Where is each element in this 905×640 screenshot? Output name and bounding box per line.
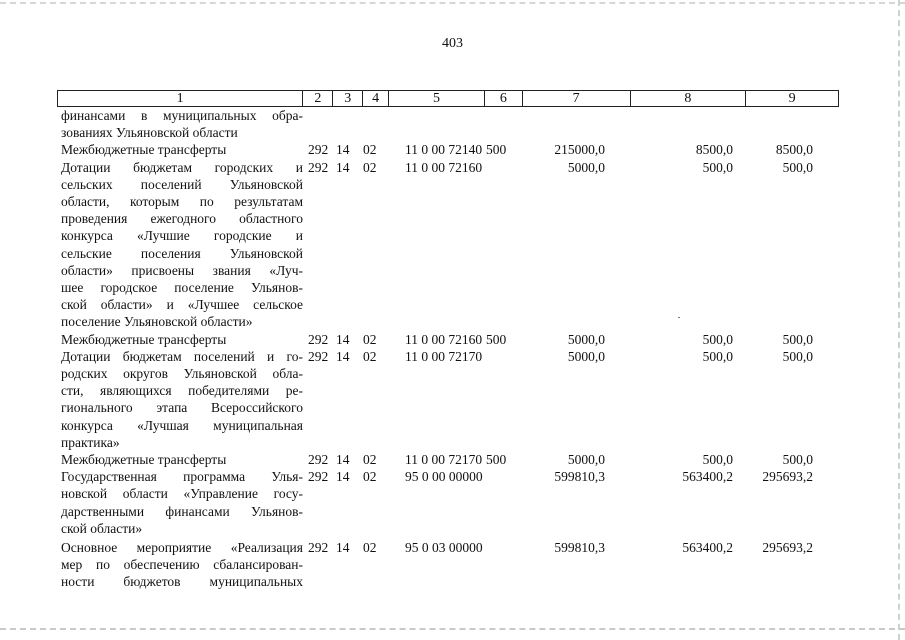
cell-col-6 bbox=[485, 468, 523, 537]
header-col-9: 9 bbox=[788, 91, 796, 106]
cell-col-9: 500,0 bbox=[782, 452, 813, 468]
row-name-line: Основное мероприятие «Реализация bbox=[61, 540, 303, 556]
cell-col-5: 11 0 00 72140 bbox=[405, 142, 483, 158]
cell-col-9: 500,0 bbox=[782, 331, 813, 347]
row-name bbox=[57, 331, 303, 348]
cell-col-5: 95 0 03 00000 bbox=[405, 540, 483, 556]
row-name-line: конкурса «Лучшие городские и bbox=[61, 228, 303, 244]
cell-col-8: 500,0 bbox=[702, 331, 733, 347]
row-name-line: области, которым по результатам bbox=[61, 194, 303, 210]
row-name-line: сти, являющихся победителями ре- bbox=[61, 383, 303, 399]
cell-col-7: 599810,3 bbox=[554, 469, 605, 485]
table-row bbox=[57, 141, 839, 158]
row-name-line: Межбюджетные трансферты bbox=[61, 331, 227, 347]
row-name-line: дарственными финансами Ульянов- bbox=[61, 503, 303, 519]
cell-col-5: 11 0 00 72160 bbox=[405, 331, 483, 347]
header-col-8: 8 bbox=[631, 91, 747, 106]
cell-col-6 bbox=[485, 107, 523, 141]
row-name bbox=[57, 141, 303, 158]
cell-col-2: 292 bbox=[308, 348, 329, 364]
cell-col-3: 14 bbox=[336, 452, 350, 468]
table-row bbox=[57, 468, 839, 537]
row-name bbox=[57, 468, 303, 537]
row-name-line: поселение Ульяновской области» bbox=[61, 314, 253, 330]
cell-col-4: 02 bbox=[363, 331, 377, 347]
cell-col-4: 02 bbox=[363, 348, 377, 364]
row-name bbox=[57, 159, 303, 331]
cell-col-3: 14 bbox=[336, 540, 350, 556]
cell-col-3: 14 bbox=[336, 331, 350, 347]
cell-col-7: 5000,0 bbox=[567, 159, 605, 175]
table-row bbox=[57, 451, 839, 468]
cell-col-6 bbox=[485, 539, 523, 591]
row-name-line: ской области» bbox=[61, 520, 143, 536]
cell-col-2: 292 bbox=[308, 469, 329, 485]
cell-col-6: 500 bbox=[486, 331, 507, 347]
row-name-line: Государственная программа Улья- bbox=[61, 469, 303, 485]
row-name bbox=[57, 451, 303, 468]
row-name-line: сельских поселений Ульяновской bbox=[61, 176, 303, 192]
row-name-line: Дотации бюджетам поселений и го- bbox=[61, 348, 303, 364]
cell-col-2: 292 bbox=[308, 540, 329, 556]
cell-col-2: 292 bbox=[308, 159, 329, 175]
row-name-line: проведения ежегодного областного bbox=[61, 211, 303, 227]
header-col-1: 1 bbox=[58, 91, 303, 106]
cell-col-5: 11 0 00 72170 bbox=[405, 452, 483, 468]
header-col-4: 4 bbox=[363, 91, 389, 106]
cell-col-7: 599810,3 bbox=[554, 540, 605, 556]
cell-col-2 bbox=[303, 107, 333, 141]
row-name-line: зованиях Ульяновской области bbox=[61, 125, 238, 141]
cell-col-8 bbox=[631, 107, 747, 141]
cell-col-9 bbox=[747, 107, 839, 141]
cell-col-9: 8500,0 bbox=[775, 142, 813, 158]
row-name bbox=[57, 539, 303, 591]
header-col-7: 7 bbox=[523, 91, 631, 106]
cell-col-5: 11 0 00 72160 bbox=[405, 159, 483, 175]
cell-col-4: 02 bbox=[363, 469, 377, 485]
row-name-line: Межбюджетные трансферты bbox=[61, 142, 227, 158]
cell-col-7: 5000,0 bbox=[567, 331, 605, 347]
cell-col-5: 95 0 00 00000 bbox=[405, 469, 483, 485]
cell-col-8: 500,0 bbox=[702, 452, 733, 468]
cell-col-6 bbox=[485, 348, 523, 451]
cell-col-6: 500 bbox=[486, 142, 507, 158]
cell-col-2: 292 bbox=[308, 142, 329, 158]
cell-col-7: 5000,0 bbox=[567, 452, 605, 468]
table-row bbox=[57, 159, 839, 331]
cell-col-3: 14 bbox=[336, 348, 350, 364]
cell-col-4: 02 bbox=[363, 540, 377, 556]
row-name-line: ности бюджетов муниципальных bbox=[61, 574, 303, 590]
cell-col-2: 292 bbox=[308, 452, 329, 468]
cell-col-2: 292 bbox=[308, 331, 329, 347]
table-row bbox=[57, 348, 839, 451]
header-col-2: 2 bbox=[303, 91, 333, 106]
header-col-6: 6 bbox=[485, 91, 523, 106]
budget-table bbox=[57, 90, 839, 591]
cell-col-5: 11 0 00 72170 bbox=[405, 348, 483, 364]
cell-col-5 bbox=[389, 107, 485, 141]
cell-col-7: 5000,0 bbox=[567, 348, 605, 364]
row-name bbox=[57, 107, 303, 141]
cell-col-7 bbox=[523, 107, 631, 141]
table-row bbox=[57, 331, 839, 348]
cell-col-3: 14 bbox=[336, 469, 350, 485]
scan-edge-right bbox=[898, 0, 900, 640]
cell-col-8: 563400,2 bbox=[682, 469, 733, 485]
table-header-row bbox=[57, 90, 839, 107]
row-name-line: финансами в муниципальных обра- bbox=[61, 108, 303, 123]
scan-edge-top bbox=[0, 2, 905, 4]
cell-col-9: 295693,2 bbox=[762, 540, 813, 556]
row-name-line: сельские поселения Ульяновской bbox=[61, 245, 303, 261]
cell-col-3: 14 bbox=[336, 142, 350, 158]
cell-col-8: 500,0 bbox=[702, 159, 733, 175]
cell-col-7: 215000,0 bbox=[554, 142, 605, 158]
scan-edge-bottom bbox=[0, 628, 905, 630]
row-name-line: Дотации бюджетам городских и bbox=[61, 159, 303, 175]
header-col-3: 3 bbox=[333, 91, 363, 106]
row-name-line: шее городское поселение Ульянов- bbox=[61, 280, 303, 296]
row-name-line: мер по обеспечению сбалансирован- bbox=[61, 557, 303, 573]
table-body bbox=[57, 107, 839, 591]
row-name-line: гионального этапа Всероссийского bbox=[61, 400, 303, 416]
row-name-line: родских округов Ульяновской обла- bbox=[61, 366, 303, 382]
cell-col-9: 500,0 bbox=[782, 348, 813, 364]
cell-col-9: 500,0 bbox=[782, 159, 813, 175]
row-name-line: Межбюджетные трансферты bbox=[61, 452, 227, 468]
cell-col-9: 295693,2 bbox=[762, 469, 813, 485]
cell-col-6: 500 bbox=[486, 452, 507, 468]
row-name-line: новской области «Управление госу- bbox=[61, 486, 303, 502]
row-name-line: ской области» и «Лучшее сельское bbox=[61, 297, 303, 313]
cell-col-8: 563400,2 bbox=[682, 540, 733, 556]
header-col-5: 5 bbox=[389, 91, 485, 106]
row-name-line: области» присвоены звания «Луч- bbox=[61, 262, 303, 278]
scan-speck bbox=[678, 317, 680, 318]
page-number: 403 bbox=[442, 36, 463, 51]
cell-col-4: 02 bbox=[363, 159, 377, 175]
table-row bbox=[57, 107, 839, 141]
cell-col-8: 500,0 bbox=[702, 348, 733, 364]
cell-col-6 bbox=[485, 159, 523, 331]
row-name-line: практика» bbox=[61, 434, 120, 450]
cell-col-3: 14 bbox=[336, 159, 350, 175]
row-name bbox=[57, 348, 303, 451]
cell-col-8: 8500,0 bbox=[695, 142, 733, 158]
row-name-line: конкурса «Лучшая муниципальная bbox=[61, 417, 303, 433]
cell-col-3 bbox=[333, 107, 363, 141]
cell-col-4 bbox=[363, 107, 389, 141]
cell-col-4: 02 bbox=[363, 452, 377, 468]
table-row bbox=[57, 539, 839, 591]
cell-col-4: 02 bbox=[363, 142, 377, 158]
